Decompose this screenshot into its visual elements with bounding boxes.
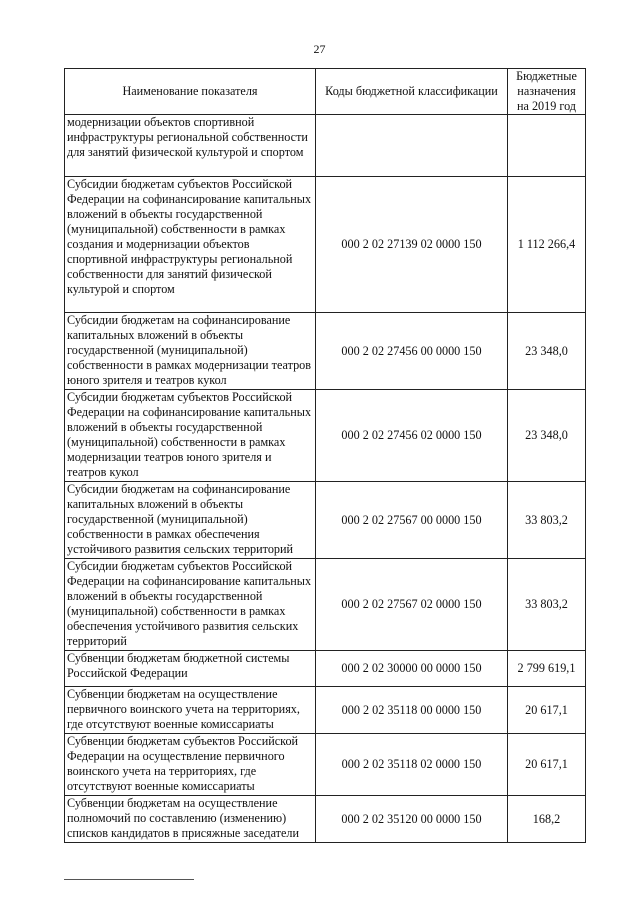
- row-code: 000 2 02 35118 02 0000 150: [316, 734, 508, 796]
- table-row: [65, 651, 586, 687]
- table-header-row: [65, 69, 586, 115]
- table-row: [65, 313, 586, 390]
- table-row: [65, 559, 586, 651]
- table-row: [65, 482, 586, 559]
- row-name: Субвенции бюджетам на осуществление первичного воинского учета на территориях, где отсутствуют военные комиссариаты: [65, 687, 316, 734]
- row-code: 000 2 02 35120 00 0000 150: [316, 796, 508, 843]
- row-amount: 33 803,2: [508, 482, 586, 559]
- row-name: Субсидии бюджетам субъектов Российской Федерации на софинансирование капитальных вложений в объекты государственной (муниципальной) собственности в рамках обеспечения устойчивого развития сельских территорий: [65, 559, 316, 651]
- row-amount: 23 348,0: [508, 313, 586, 390]
- row-name: Субвенции бюджетам на осуществление полномочий по составлению (изменению) списков кандидатов в присяжные заседатели: [65, 796, 316, 843]
- table-row: [65, 115, 586, 177]
- row-name: Субвенции бюджетам бюджетной системы Российской Федерации: [65, 651, 316, 687]
- row-code: 000 2 02 27567 02 0000 150: [316, 559, 508, 651]
- row-amount: 20 617,1: [508, 687, 586, 734]
- row-name: Субсидии бюджетам на софинансирование капитальных вложений в объекты государственной (муниципальной) собственности в рамках модернизации театров юного зрителя и театров кукол: [65, 313, 316, 390]
- row-amount: [508, 115, 586, 177]
- row-amount: 33 803,2: [508, 559, 586, 651]
- table-row: [65, 734, 586, 796]
- row-name: Субсидии бюджетам субъектов Российской Федерации на софинансирование капитальных вложений в объекты государственной (муниципальной) собственности в рамках модернизации театров юного зрителя и театров кукол: [65, 390, 316, 482]
- row-code: 000 2 02 27567 00 0000 150: [316, 482, 508, 559]
- row-amount: 20 617,1: [508, 734, 586, 796]
- row-name: модернизации объектов спортивной инфраструктуры региональной собственности для занятий физической культурой и спортом: [65, 115, 316, 177]
- row-code: [316, 115, 508, 177]
- row-code: 000 2 02 30000 00 0000 150: [316, 651, 508, 687]
- row-name: Субвенции бюджетам субъектов Российской Федерации на осуществление первичного воинского учета на территориях, где отсутствуют военные комиссариаты: [65, 734, 316, 796]
- page-number: 27: [313, 42, 326, 56]
- row-amount: 23 348,0: [508, 390, 586, 482]
- row-name: Субсидии бюджетам субъектов Российской Федерации на софинансирование капитальных вложений в объекты государственной (муниципальной) собственности в рамках создания и модернизации объектов спортивной инфраструктуры региональной собственности для занятий физической культурой и спортом: [65, 177, 316, 313]
- table-row: [65, 796, 586, 843]
- row-amount: 168,2: [508, 796, 586, 843]
- row-code: 000 2 02 27139 02 0000 150: [316, 177, 508, 313]
- row-name: Субсидии бюджетам на софинансирование капитальных вложений в объекты государственной (муниципальной) собственности в рамках обеспечения устойчивого развития сельских территорий: [65, 482, 316, 559]
- header-budget-amount: Бюджетные назначения на 2019 год: [508, 69, 586, 115]
- header-classification-codes: Коды бюджетной классификации: [316, 69, 508, 115]
- table-row: [65, 390, 586, 482]
- table-row: [65, 687, 586, 734]
- row-amount: 2 799 619,1: [508, 651, 586, 687]
- row-code: 000 2 02 27456 02 0000 150: [316, 390, 508, 482]
- table-row: [65, 177, 586, 313]
- row-code: 000 2 02 35118 00 0000 150: [316, 687, 508, 734]
- footnote-separator-line: [64, 879, 194, 880]
- row-amount: 1 112 266,4: [508, 177, 586, 313]
- header-indicator-name: Наименование показателя: [65, 69, 316, 115]
- budget-table: [64, 68, 586, 843]
- row-code: 000 2 02 27456 00 0000 150: [316, 313, 508, 390]
